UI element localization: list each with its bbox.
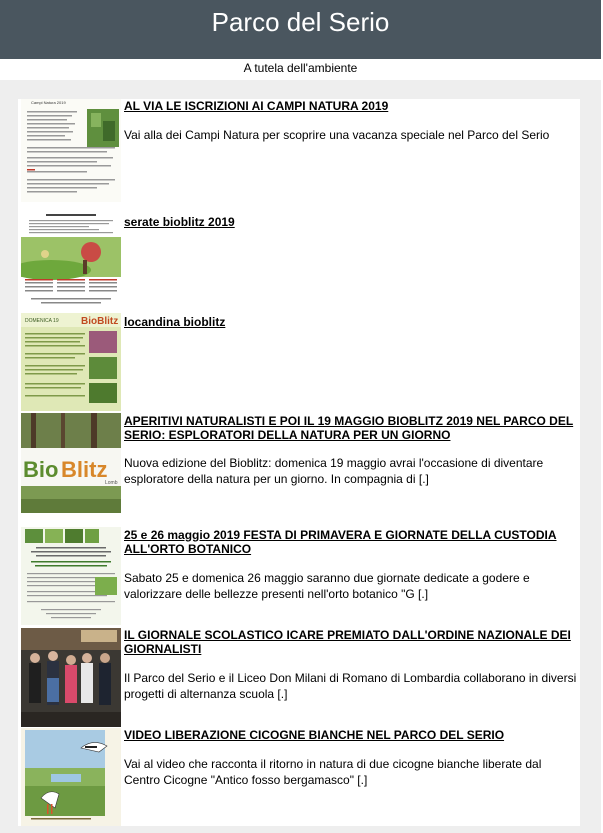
post-item <box>21 527 579 627</box>
post-text <box>124 527 579 602</box>
post-title-link[interactable]: AL VIA LE ISCRIZIONI AI CAMPI NATURA 2019 <box>124 99 389 113</box>
post-title-link[interactable]: VIDEO LIBERAZIONE CICOGNE BIANCHE NEL PARCO DEL SERIO <box>124 728 505 742</box>
bioblitz-forest-thumbnail[interactable] <box>21 413 121 513</box>
post-item <box>21 728 579 828</box>
cicogne-bianche-thumbnail[interactable] <box>21 728 121 826</box>
post-item <box>21 413 579 521</box>
site-header <box>0 0 601 59</box>
svg-text:BioBlitz: BioBlitz <box>81 316 119 327</box>
svg-text:Lomb: Lomb <box>105 480 118 486</box>
post-text <box>124 728 579 788</box>
post-text <box>124 99 579 143</box>
post-item <box>21 313 579 413</box>
campi-natura-flyer-thumbnail[interactable] <box>21 99 121 202</box>
bioblitz-locandina-thumbnail[interactable] <box>21 313 121 411</box>
post-title-link[interactable]: locandina bioblitz <box>124 315 226 329</box>
premiazione-students-thumbnail[interactable] <box>21 628 121 727</box>
svg-text:Campi Natura 2019: Campi Natura 2019 <box>31 100 66 105</box>
post-item <box>21 99 579 204</box>
svg-text:DOMENICA 19: DOMENICA 19 <box>25 318 59 324</box>
post-title-link[interactable]: serate bioblitz 2019 <box>124 215 235 229</box>
post-title-link[interactable]: 25 e 26 maggio 2019 FESTA DI PRIMAVERA E GIORNATE DELLA CUSTODIA ALL'ORTO BOTANICO <box>124 528 557 556</box>
post-excerpt: Il Parco del Serio e il Liceo Don Milani di Romano di Lombardia collaborano in diversi progetti di alternanza scuola [.] <box>124 671 577 701</box>
post-text <box>124 313 579 329</box>
post-excerpt: Vai al video che racconta il ritorno in natura di due cicogne bianche liberate dal Centro Cicogne "Antico fosso bergamasco" [.] <box>124 757 542 787</box>
post-title-link[interactable]: IL GIORNALE SCOLASTICO ICARE PREMIATO DALL'ORDINE NAZIONALE DEI GIORNALISTI <box>124 628 571 656</box>
site-subtitle: A tutela dell'ambiente <box>243 61 358 75</box>
post-title-link[interactable]: APERITIVI NATURALISTI E POI IL 19 MAGGIO BIOBLITZ 2019 NEL PARCO DEL SERIO: ESPLORATORI DELLA NATURA PER UN GIORNO <box>124 414 574 442</box>
post-excerpt: Nuova edizione del Bioblitz: domenica 19 maggio avrai l'occasione di diventare esploratore della natura per un giorno. In compagnia di [.] <box>124 456 544 486</box>
svg-text:Bio: Bio <box>23 457 59 482</box>
post-text <box>124 628 579 702</box>
post-item <box>21 212 579 312</box>
post-item <box>21 628 579 728</box>
svg-text:Blitz: Blitz <box>61 457 108 482</box>
post-excerpt: Vai alla dei Campi Natura per scoprire una vacanza speciale nel Parco del Serio <box>124 128 550 142</box>
site-title: Parco del Serio <box>211 7 390 37</box>
post-text <box>124 413 579 487</box>
post-text <box>124 212 579 229</box>
serate-bioblitz-poster-thumbnail[interactable] <box>21 212 121 310</box>
post-excerpt: Sabato 25 e domenica 26 maggio saranno due giornate dedicate a godere e valorizzare delle bellezze presenti nell'orto botanico "G [.] <box>124 571 530 601</box>
festa-primavera-flyer-thumbnail[interactable] <box>21 527 121 625</box>
